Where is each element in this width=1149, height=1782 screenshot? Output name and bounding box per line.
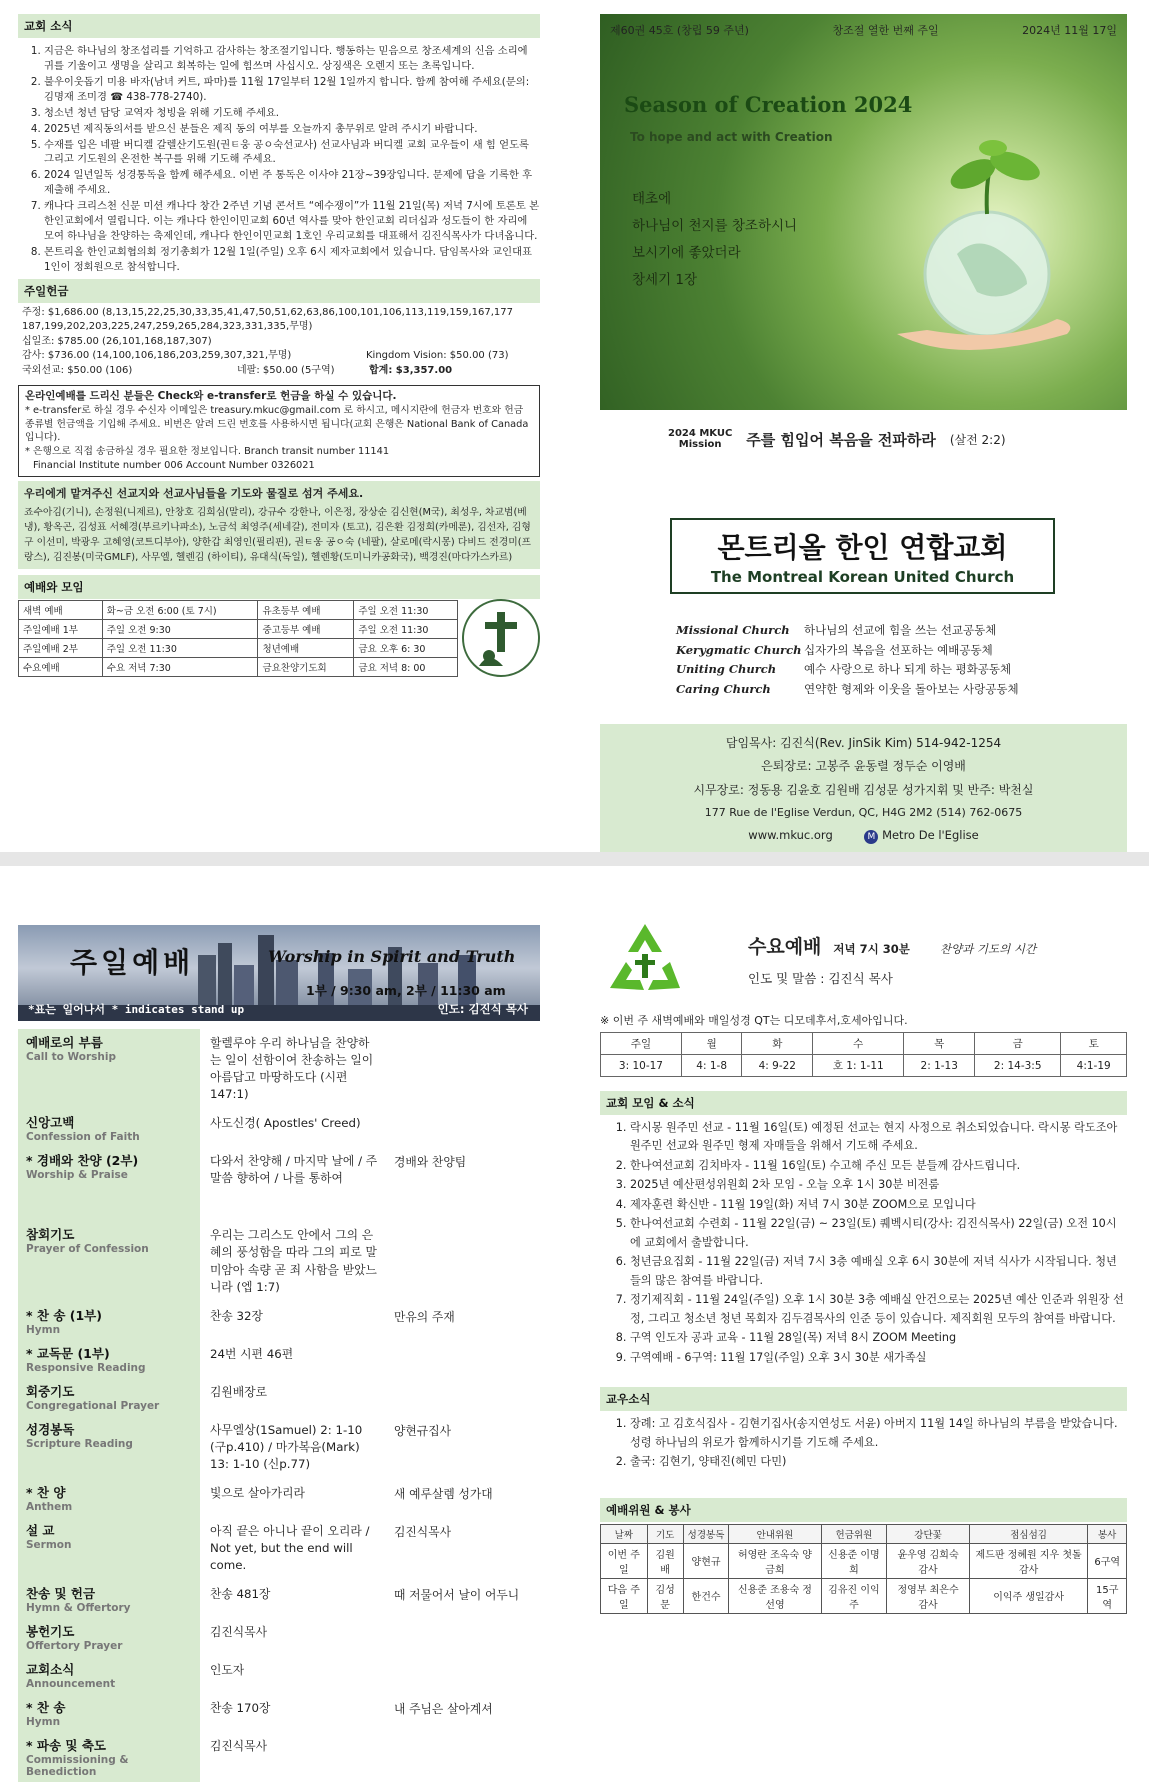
members-title: 교우소식 — [600, 1387, 1127, 1411]
online-line: * 은행으로 직접 송금하실 경우 필요한 정보입니다. Branch transit number 11141 — [25, 446, 390, 458]
worship-order-en: Hymn — [26, 1323, 61, 1336]
wed-leader: 인도 및 말씀 : 김진식 목사 — [748, 971, 893, 986]
news-item: 1. 지금은 하나님의 창조섭리를 기억하고 감사하는 창조절기입니다. 행동하는 믿음으로 창조세계의 신음 소리에 귀를 기울이고 생명을 살리고 회복하는 일에 힘쓰며 사십시오. 상징색은 오렌지 또는 초록입니다. — [44, 44, 540, 74]
church-name-box — [670, 518, 1055, 594]
worship-order-row — [18, 1109, 540, 1147]
worship-subtitle: Worship in Spirit and Truth — [268, 947, 516, 966]
schedule-row — [19, 600, 458, 619]
schedule-cell: 금요 오후 6: 30 — [354, 638, 458, 657]
schedule-cell: 청년예배 — [258, 638, 354, 657]
worship-order-ko: * 파송 및 축도 — [26, 1738, 106, 1754]
duty-table — [600, 1524, 1127, 1614]
meeting-item: 2. 한나여선교회 김치바자 - 11월 16일(토) 수고해 주신 모든 분들께 감사드립니다. — [630, 1157, 1127, 1175]
qt-day: 월 — [681, 1033, 742, 1055]
church-name-ko: 몬트리올 한인 연합교회 — [717, 531, 1008, 564]
meeting-item: 1. 락시몽 원주민 선교 - 11월 16일(토) 예정된 선교는 현지 사정으로 취소되었습니다. 락시몽 락도조아 원주민 선교와 원주민 형제 자매들을 위해서 기도해 주세요. — [630, 1119, 1127, 1156]
worship-order-row — [18, 1694, 540, 1732]
worship-order-ko: 교회소식 — [26, 1662, 75, 1678]
worship-order-label — [18, 1656, 200, 1694]
worship-order-en: Announcement — [26, 1678, 116, 1691]
offering-line: 주정: $1,686.00 (8,13,15,22,25,30,33,35,41,47,50,51,62,63,86,100,101,106,113,119,159,167,177 187,199,202,203,225,247,259,265,284,323,331,335,무명) — [22, 306, 513, 333]
online-line: * e-transfer로 하실 경우 수신자 이메일은 treasury.mkuc@gmail.com 로 하시고, 메시지란에 헌금자 번호와 헌금 종류별 헌금액을 기입해 주세요. 비번은 알려 드린 번호를 사용하시면 됩니다(교회 은행은 National Bank of Canada 입니다). — [25, 405, 529, 444]
worship-order-content: 김진식목사 — [210, 1625, 267, 1640]
worship-order-extra: 양현규집사 — [394, 1423, 451, 1438]
worship-order-label — [18, 1694, 200, 1732]
church-website-link[interactable]: www.mkuc.org — [748, 827, 833, 842]
worship-order-row — [18, 1580, 540, 1618]
bulletin-date: 2024년 11월 17일 — [1022, 24, 1117, 37]
offering-line: 십일조: $785.00 (26,101,168,187,307) — [22, 335, 212, 347]
member-news-item: 1. 장례: 고 김호식집사 - 김현기집사(송지연성도 서윤) 아버지 11월 14일 하나님의 부름을 받았습니다. 성령 하나님의 위로가 함께하시기를 기도해 주세요. — [630, 1415, 1127, 1452]
standup-note: *표는 일어나서 * indicates stand up — [28, 1003, 245, 1016]
missionaries-title: 우리에게 맡겨주신 선교지와 선교사님들을 기도와 물질로 섬겨 주세요. — [24, 486, 364, 500]
duty-cell: 신용준 조용숙 정선영 — [729, 1578, 821, 1613]
meeting-item: 8. 구역 인도자 공과 교육 - 11월 28일(목) 저녁 8시 ZOOM Meeting — [630, 1329, 1127, 1347]
worship-order-label — [18, 1029, 200, 1109]
missionaries-list: 죠수아김(기니), 손정원(니제르), 안창호 김희심(말리), 강규수 강한나, 이은정, 장상순 김신현(M국), 최성우, 차교범(베냉), 황옥곤, 김성표 서혜경(부르키나파소), 노금석 최영주(세네갈), 전미자 (토고), 김은환 김정희(카메룬), 김선자, 김형구 이선미, 박광우 고혜영(코트디부아), 양한갑 최영인(필리핀), 권ㅌ웅 공ㅇ숙 (네팔), 살로메(락시몽) 다비드 전경미(프랑스), 김진봉(미국GMLF), 사무엘, 헬렌김 (하이티), 유대식(독일), 헬렌황(도미니카공화국), 백경진(마다가스카르) — [24, 506, 531, 564]
worship-order-extra — [390, 1656, 540, 1694]
worship-times: 1부 / 9:30 am, 2부 / 11:30 am — [306, 983, 506, 998]
motto-ko: 연약한 형제와 이웃을 돌아보는 사랑공동체 — [804, 681, 1019, 696]
worship-order-label — [18, 1416, 200, 1479]
schedule-cell: 주일 오전 9:30 — [102, 619, 258, 638]
offering-total: 합계: $3,357.00 — [369, 364, 453, 376]
schedule-cell: 새벽 예배 — [19, 600, 103, 619]
worship-order-ko: 찬송 및 헌금 — [26, 1586, 96, 1602]
schedule-cell: 금요찬양기도회 — [258, 657, 354, 676]
schedule-row — [19, 657, 458, 676]
church-info-box — [600, 724, 1127, 854]
worship-order-extra: 내 주님은 살아계셔 — [394, 1702, 493, 1717]
motto-en: Caring Church — [676, 681, 771, 696]
motto-en: Kerygmatic Church — [676, 642, 802, 657]
worship-order-label — [18, 1732, 200, 1782]
worship-order-row — [18, 1732, 540, 1782]
duty-cell: 김원배 — [647, 1543, 683, 1578]
worship-order-label — [18, 1302, 200, 1340]
duty-cell: 이번 주일 — [601, 1543, 648, 1578]
offering-nepal: 네팔: $50.00 (5구역) — [237, 364, 335, 376]
worship-order-row — [18, 1302, 540, 1340]
schedule-cell: 주일 오전 11:30 — [354, 600, 458, 619]
online-line: Financial Institute number 006 Account Number 0326021 — [33, 459, 315, 471]
meeting-item: 7. 정기제직회 - 11월 24일(주일) 오후 1시 30분 3층 예배실 안건으로는 2025년 예산 인준과 위원장 선정, 그리고 청소년 청년 목회자 김두겸목사의 인준 등이 있습니다. 제직회원 모두의 참여를 바랍니다. — [630, 1291, 1127, 1328]
worship-order-label — [18, 1147, 200, 1221]
worship-order-row — [18, 1517, 540, 1580]
worship-order-extra — [390, 1340, 540, 1378]
duty-row — [601, 1543, 1127, 1578]
worship-order-ko: 회중기도 — [26, 1383, 75, 1399]
qt-calendar — [600, 1032, 1127, 1077]
qt-ref: 4:1-19 — [1061, 1055, 1127, 1077]
season-title: Season of Creation 2024 — [624, 92, 913, 117]
church-name-en: The Montreal Korean United Church — [710, 568, 1015, 586]
motto-en: Uniting Church — [676, 662, 777, 677]
news-item: 7. 캐나다 크리스천 신문 미션 캐나다 창간 2주년 기념 콘서트 “예수쟁이”가 11월 21일(목) 저녁 7시에 토론토 본한인교회에서 열립니다. 이는 캐나다 한인이민교회 60년 역사를 맞아 한인교회 리더십과 성도들이 한 자리에 모여 하나님을 찬양하는 축제인데, 캐나다 한인이민교회 1호인 우리교회를 대표해서 김진식목사가 다녀옵니다. — [44, 199, 540, 244]
wed-time: 저녁 7시 30분 — [833, 942, 910, 956]
worship-leader: 인도: 김진식 목사 — [437, 1002, 528, 1016]
meeting-item: 4. 제자훈련 확신반 - 11월 19일(화) 저녁 7시 30분 ZOOM으로 모입니다 — [630, 1196, 1127, 1214]
elders-info: 시무장로: 정동용 김윤호 김원배 김성문 성가지휘 및 반주: 박천실 — [693, 782, 1034, 797]
news-item: 4. 2025년 제직동의서를 받으신 분들은 제직 동의 여부를 오늘까지 총무위로 알려 주시기 바랍니다. — [44, 122, 540, 137]
schedule-cell: 수요예배 — [19, 657, 103, 676]
motto-ko: 예수 사랑으로 하나 되게 하는 평화공동체 — [804, 662, 1012, 677]
mission-tag: 2024 MKUC — [668, 428, 733, 439]
page2-right — [600, 918, 1127, 1768]
metro-icon: M — [864, 830, 878, 844]
mottos-block — [676, 621, 1019, 699]
duty-cell: 다음 주일 — [601, 1578, 648, 1613]
meeting-item: 9. 구역예배 - 6구역: 11월 17일(주일) 오후 3시 30분 새가족실 — [630, 1349, 1127, 1367]
worship-order-content: 아직 끝은 아니나 끝이 오리라 / Not yet, but the end will come. — [210, 1524, 370, 1573]
schedule-cell: 주일예배 2부 — [19, 638, 103, 657]
worship-banner — [18, 925, 540, 1021]
offering-kingdom: Kingdom Vision: $50.00 (73) — [366, 350, 509, 362]
duty-cell: 김유진 이익주 — [821, 1578, 887, 1613]
globe-in-hand-icon — [867, 134, 1107, 374]
worship-order-content: 김진식목사 — [210, 1739, 267, 1754]
worship-order-ko: 설 교 — [26, 1523, 55, 1539]
offering-thanks: 감사: $736.00 (14,100,106,186,203,259,307,321,무명) — [22, 350, 292, 362]
worship-order-content: 다와서 찬양해 / 마지막 날에 / 주 말씀 향하여 / 나를 통하여 — [210, 1154, 378, 1186]
motto-en: Missional Church — [676, 623, 790, 637]
schedule-cell: 수요 저녁 7:30 — [102, 657, 258, 676]
mission-statement: 주를 힘입어 복음을 전파하라 — [746, 430, 936, 449]
pastor-info: 담임목사: 김진식(Rev. JinSik Kim) 514-942-1254 — [725, 736, 1002, 750]
worship-order-label — [18, 1580, 200, 1618]
news-item: 8. 몬트리올 한인교회협의회 정기총회가 12월 1일(주일) 오후 6시 제자교회에서 있습니다. 담임목사와 교인대표 1인이 정회원으로 참석합니다. — [44, 245, 540, 275]
worship-order-row — [18, 1416, 540, 1479]
worship-order-ko: * 교독문 (1부) — [26, 1345, 110, 1361]
worship-order-ko: 예배로의 부름 — [26, 1035, 103, 1050]
meetings-list — [600, 1119, 1127, 1367]
duty-header: 점심섬김 — [969, 1524, 1088, 1543]
worship-order-en: Offertory Prayer — [26, 1640, 123, 1653]
cover-hero-image — [600, 14, 1127, 410]
church-address: 177 Rue de l'Eglise Verdun, QC, H4G 2M2 (514) 762-0675 — [704, 806, 1023, 820]
wed-note: 찬양과 기도의 시간 — [939, 942, 1037, 956]
volume-info: 제60권 45호 (창립 59 주년) — [610, 24, 749, 37]
worship-order-en: Call to Worship — [26, 1051, 116, 1063]
duty-cell: 윤우영 김희숙 감사 — [887, 1543, 970, 1578]
offering-foreign: 국외선교: $50.00 (106) — [22, 364, 133, 376]
worship-order-content: 찬송 481장 — [210, 1587, 271, 1602]
worship-order-label — [18, 1340, 200, 1378]
motto-ko: 십자가의 복음을 선포하는 예배공동체 — [804, 642, 993, 657]
worship-order-ko: * 찬 양 — [26, 1485, 66, 1501]
qt-note: ※ 이번 주 새벽예배와 매일성경 QT는 디모데후서,호세아입니다. — [600, 1014, 908, 1027]
duty-cell: 이익주 생일감사 — [969, 1578, 1088, 1613]
schedule-cell: 금요 저녁 8: 00 — [354, 657, 458, 676]
duty-cell: 6구역 — [1088, 1543, 1127, 1578]
worship-order-label — [18, 1378, 200, 1416]
qt-day: 주일 — [601, 1033, 682, 1055]
mission-ref: (살전 2:2) — [949, 432, 1006, 447]
worship-order-content: 사도신경( Apostles' Creed) — [210, 1116, 361, 1131]
meetings-title: 교회 모임 & 소식 — [600, 1091, 1127, 1115]
worship-order-extra: 김진식목사 — [394, 1525, 451, 1540]
news-item: 6. 2024 일년일독 성경통독을 함께 해주세요. 이번 주 통독은 이사야 21장~39장입니다. 문제에 답을 기록한 후 제출해 주세요. — [44, 168, 540, 198]
worship-order-content: 할렐루야 우리 하나님을 찬양하는 일이 선함이여 찬송하는 일이 아름답고 마땅하도다 (시편 147:1) — [210, 1036, 374, 1102]
duty-cell: 신용준 이명희 — [821, 1543, 887, 1578]
online-box — [18, 385, 540, 476]
worship-order-content: 24번 시편 46편 — [210, 1346, 294, 1361]
page2-left — [18, 925, 540, 1779]
schedule-row — [19, 619, 458, 638]
worship-title: 주일예배 — [70, 946, 195, 979]
schedule-cell: 주일 오전 11:30 — [354, 619, 458, 638]
qt-day: 금 — [975, 1033, 1061, 1055]
offering-block — [18, 303, 540, 382]
worship-order-row — [18, 1029, 540, 1109]
worship-order-content: 찬송 170장 — [210, 1701, 271, 1716]
worship-order-extra: 때 저물어서 날이 어두니 — [394, 1588, 520, 1603]
worship-order-ko: 봉헌기도 — [26, 1624, 75, 1640]
schedule-cell: 주일 오전 11:30 — [102, 638, 258, 657]
worship-order-en: Prayer of Confession — [26, 1243, 149, 1256]
retired-elders: 은퇴장로: 고봉주 윤동렬 정두순 이영배 — [761, 759, 966, 774]
worship-order-row — [18, 1479, 540, 1517]
page-divider — [0, 852, 1149, 866]
worship-order-row — [18, 1378, 540, 1416]
duty-row — [601, 1578, 1127, 1613]
worship-order-en: Hymn & Offertory — [26, 1602, 131, 1615]
qt-day: 토 — [1061, 1033, 1127, 1055]
duty-header: 기도 — [647, 1524, 683, 1543]
duty-cell: 허영란 조옥숙 양금희 — [729, 1543, 821, 1578]
worship-order-en: Scripture Reading — [26, 1437, 133, 1450]
mission-tag: Mission — [678, 439, 722, 450]
schedule-title: 예배와 모임 — [18, 575, 540, 599]
order-of-worship — [18, 1029, 540, 1782]
missionaries-box — [18, 481, 540, 570]
verse-line: 태초에 — [632, 191, 672, 207]
news-item: 2. 불우이웃돕기 미용 바자(남녀 커트, 파마)를 11월 17일부터 12월 1일까지 합니다. 함께 참여해 주세요(문의: 김명재 조미경 ☎ 438-778-2740). — [44, 75, 540, 105]
qt-ref: 2: 14-3:5 — [975, 1055, 1061, 1077]
worship-order-extra — [390, 1109, 540, 1147]
news-item: 5. 수재를 입은 네팔 버디켈 갈렐산기도원(권ㅌ웅 공ㅇ숙선교사) 선교사님과 버디켈 교회 교우들이 새 힘 얻도록 그리고 기도원의 온전한 복구를 위해 기도해 주세요. — [44, 138, 540, 168]
schedule-row — [19, 638, 458, 657]
page1-left — [18, 14, 540, 849]
season-subtitle: To hope and act with Creation — [630, 130, 833, 144]
worship-order-ko: * 찬 송 (1부) — [26, 1307, 102, 1323]
mission-line — [668, 428, 1006, 450]
worship-order-ko: 성경봉독 — [26, 1421, 75, 1437]
qt-ref: 2: 1-13 — [904, 1055, 975, 1077]
qt-day: 수 — [813, 1033, 904, 1055]
cross-logo-icon — [462, 599, 540, 677]
worship-order-content: 빛으로 살아가리라 — [210, 1486, 305, 1501]
duty-header: 안내위원 — [729, 1524, 821, 1543]
worship-order-en: Congregational Prayer — [26, 1399, 160, 1412]
worship-order-label — [18, 1109, 200, 1147]
schedule-cell: 화~금 오전 6:00 (토 7시) — [102, 600, 258, 619]
duty-header: 헌금위원 — [821, 1524, 887, 1543]
worship-order-extra: 새 예루살렘 성가대 — [394, 1487, 493, 1502]
qt-ref: 3: 10-17 — [601, 1055, 682, 1077]
duty-header: 강단꽃 — [887, 1524, 970, 1543]
news-list — [18, 44, 540, 275]
worship-order-en: Hymn — [26, 1716, 61, 1729]
duty-cell: 한건수 — [683, 1578, 729, 1613]
meeting-item: 5. 한나여선교회 수련회 - 11월 22일(금) ~ 23일(토) 퀘벡시티(강사: 김진식목사) 22일(금) 오전 10시에 교회에서 출발합니다. — [630, 1215, 1127, 1252]
duty-cell: 양현규 — [683, 1543, 729, 1578]
worship-order-row — [18, 1656, 540, 1694]
worship-order-row — [18, 1340, 540, 1378]
worship-order-content: 인도자 — [210, 1663, 245, 1678]
worship-order-content: 찬송 32장 — [210, 1308, 263, 1323]
worship-order-ko: * 찬 송 — [26, 1700, 66, 1716]
schedule-cell: 주일예배 1부 — [19, 619, 103, 638]
verse-line: 하나님이 천지를 창조하시니 — [632, 218, 798, 234]
offering-title: 주일헌금 — [18, 279, 540, 303]
duty-cell: 김성문 — [647, 1578, 683, 1613]
worship-order-label — [18, 1618, 200, 1656]
meeting-item: 6. 청년금요집회 - 11월 22일(금) 저녁 7시 3층 예배실 오후 6시 30분에 저녁 식사가 시작됩니다. 청년들의 많은 참여를 바랍니다. — [630, 1253, 1127, 1290]
members-list — [600, 1415, 1127, 1471]
verse-ref: 창세기 1장 — [632, 272, 698, 288]
motto-ko: 하나님의 선교에 힘을 쓰는 선교공동체 — [804, 623, 997, 637]
worship-order-ko: 참회기도 — [26, 1227, 75, 1243]
worship-order-extra — [390, 1618, 540, 1656]
duty-header: 봉사 — [1088, 1524, 1127, 1543]
member-news-item: 2. 출국: 김현기, 양태진(혜민 다민) — [630, 1453, 1127, 1471]
news-item: 3. 청소년 청년 담당 교역자 청빙을 위해 기도해 주세요. — [44, 106, 540, 121]
worship-order-en: Confession of Faith — [26, 1131, 140, 1144]
duty-cell: 제드판 정혜원 지우 첫돌감사 — [969, 1543, 1088, 1578]
qt-day: 화 — [742, 1033, 813, 1055]
worship-order-en: Sermon — [26, 1539, 72, 1552]
schedule-cell: 유초등부 예배 — [258, 600, 354, 619]
worship-order-extra: 만유의 주재 — [394, 1309, 455, 1324]
qt-ref: 4: 9-22 — [742, 1055, 813, 1077]
worship-order-label — [18, 1479, 200, 1517]
qt-ref: 호 1: 1-11 — [813, 1055, 904, 1077]
duty-cell: 15구역 — [1088, 1578, 1127, 1613]
worship-order-row — [18, 1147, 540, 1221]
schedule-table — [18, 600, 458, 677]
worship-order-ko: * 경배와 찬양 (2부) — [26, 1153, 139, 1169]
schedule-cell: 중고등부 예배 — [258, 619, 354, 638]
news-title: 교회 소식 — [18, 14, 540, 38]
online-title: 온라인예배를 드리신 분들은 Check와 e-transfer로 헌금을 하실 수 있습니다. — [25, 390, 397, 403]
worship-order-extra: 경배와 찬양팀 — [394, 1155, 467, 1170]
duty-header: 날짜 — [601, 1524, 648, 1543]
duty-cell: 정영부 최은수 감사 — [887, 1578, 970, 1613]
verse-line: 보시기에 좋았더라 — [632, 245, 741, 261]
qt-day: 목 — [904, 1033, 975, 1055]
duty-title: 예배위원 & 봉사 — [600, 1498, 1127, 1522]
worship-order-content: 김원배장로 — [210, 1384, 267, 1399]
wed-title: 수요예배 — [748, 936, 822, 958]
worship-order-label — [18, 1221, 200, 1301]
worship-order-extra — [390, 1029, 540, 1109]
worship-order-extra — [390, 1221, 540, 1301]
worship-order-content: 사무엘상(1Samuel) 2: 1-10 (구p.410) / 마가복음(Mark) 13: 1-10 (신p.77) — [210, 1422, 363, 1471]
worship-order-en: Anthem — [26, 1501, 73, 1514]
worship-order-extra — [390, 1732, 540, 1782]
worship-order-en: Responsive Reading — [26, 1361, 146, 1374]
worship-order-content: 우리는 그리스도 안에서 그의 은혜의 풍성함을 따라 그의 피로 말미암아 속량 곧 죄 사함을 받았느니라 (엡 1:7) — [210, 1228, 377, 1294]
worship-order-ko: 신앙고백 — [26, 1115, 75, 1131]
worship-order-en: Commissioning & Benediction — [26, 1754, 129, 1779]
duty-header: 성경봉독 — [683, 1524, 729, 1543]
worship-order-row — [18, 1221, 540, 1301]
worship-order-label — [18, 1517, 200, 1580]
worship-order-en: Worship & Praise — [26, 1169, 128, 1182]
meeting-item: 3. 2025년 예산편성위원회 2차 모임 - 오늘 오후 1시 30분 비전룸 — [630, 1176, 1127, 1194]
metro-station: Metro De l'Eglise — [882, 827, 979, 842]
recycle-cross-icon — [600, 918, 690, 1000]
worship-order-extra — [390, 1378, 540, 1416]
liturgical-week: 창조절 열한 번째 주일 — [832, 24, 939, 37]
verse-block — [632, 186, 797, 294]
qt-ref: 4: 1-8 — [681, 1055, 742, 1077]
worship-order-row — [18, 1618, 540, 1656]
